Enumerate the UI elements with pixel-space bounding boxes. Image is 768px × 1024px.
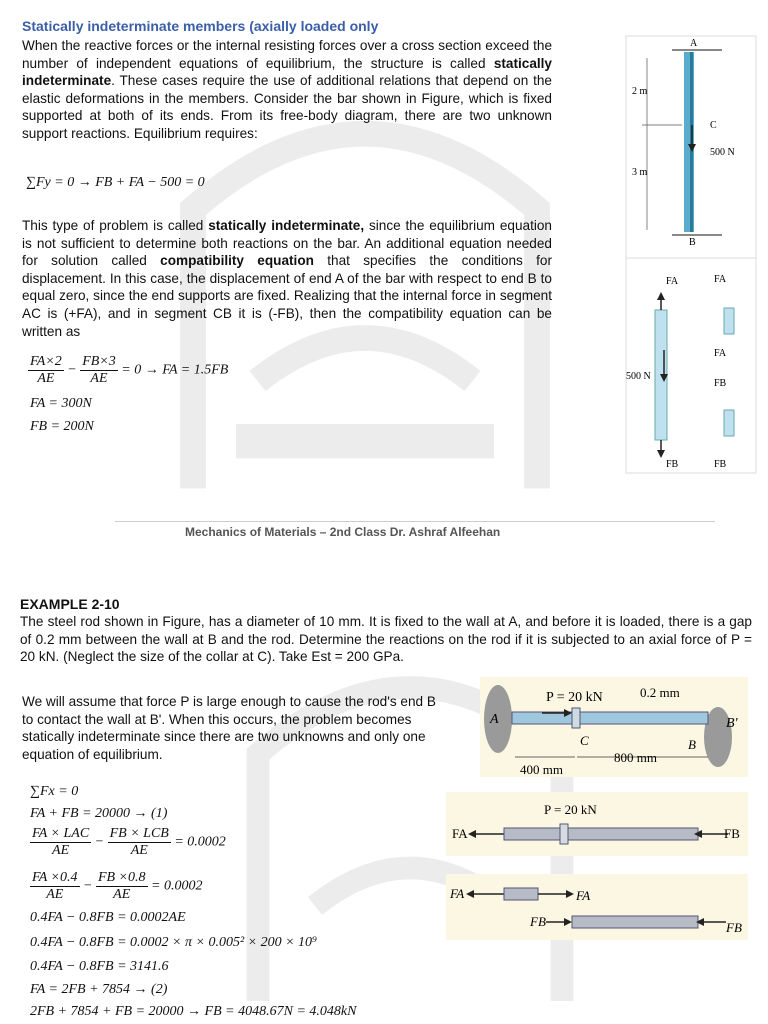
paragraph-definition xyxy=(22,37,552,143)
eq-6: 0.4FA − 0.8FB = 0.0002 × π × 0.005² × 200 × 10⁹ xyxy=(30,935,317,950)
dim-2m: 2 m xyxy=(632,86,648,97)
fig2-p-label: P = 20 kN xyxy=(546,690,603,705)
eq-compat-values: $\frac{FA \times 0.4}{AE}$ − $\frac{FB \times 0.8}{AE}$ = 0.0002 xyxy=(32,870,203,902)
fig2-label-bprime: B' xyxy=(726,716,738,731)
example-assumption: We will assume that force P is large enough to cause the rod's end B to contact the wall at B'. When this occurs, the problem becomes statically indeterminate since there are two unknowns and only one equation of equilibrium. xyxy=(22,694,436,762)
result-fb: FB = 200N xyxy=(30,419,94,434)
figure-rod-gap xyxy=(480,677,748,777)
example-title: EXAMPLE 2-10 xyxy=(20,596,120,612)
seg-ac-fa-left: FA xyxy=(450,886,465,901)
seg-fb-top: FB xyxy=(714,378,727,389)
fig2-dim-400: 400 mm xyxy=(520,762,563,777)
eq-compat-general: $\frac{\text{FA × LAC}}{AE}$ − $\frac{\text{FB × LCB}}{AE}$ = 0.0002 xyxy=(32,826,226,858)
fig2-label-c: C xyxy=(580,733,589,748)
section-title: Statically indeterminate members (axially loaded only xyxy=(22,18,379,34)
para2: Consider the bar shown in Figure, which is fixed supported at both of its ends. From its free-body diagram, there are two unknown support reactions. Equilibrium requires: xyxy=(22,90,552,141)
example-statement: The steel rod shown in Figure, has a diameter of 10 mm. It is fixed to the wall at A, and before it is loaded, there is a gap of 0.2 mm between the wall at B and the rod. Determine the reactions on the rod if it is subjected to an axial force of P = 20 kN. (Neglect the size of the collar at C). Take Est = 200 GPa. xyxy=(20,614,752,665)
figure-fixed-bar xyxy=(622,30,762,480)
eq-9: 2FB + 7854 + FB = 20000 → FB = 4048.67N = 4.048kN xyxy=(30,1004,357,1019)
footer-line xyxy=(115,521,715,522)
fig2-dim-800: 800 mm xyxy=(614,750,657,765)
fbd-p-label: P = 20 kN xyxy=(544,802,597,817)
seg-cb-fb-left: FB xyxy=(530,914,546,929)
seg-cb-fb-right: FB xyxy=(726,920,742,935)
eq-sum-fx: ∑Fx = 0 xyxy=(30,784,79,799)
fig2-label-a: A xyxy=(490,712,499,727)
fbd-fb: FB xyxy=(666,459,679,470)
seg-fa-top: FA xyxy=(714,274,727,285)
result-fa: FA = 300N xyxy=(30,396,92,411)
fbd-fa-label: FA xyxy=(452,826,468,841)
eq-1: FA + FB = 20000 → (1) xyxy=(30,806,168,821)
bold-statically-indeterminate: statically indeterminate, xyxy=(208,218,365,233)
compatibility-equation: $\frac{FA\times 2}{AE}$ − $\frac{FB\times 3}{AE}$ = 0 → FA = 1.5FB xyxy=(30,354,229,386)
bold-compatibility-equation: compatibility equation xyxy=(160,253,314,269)
bold-statically-indeterminate-def: statically indeterminate xyxy=(22,55,552,89)
equilibrium-equation: ∑Fy = 0 → FB + FA − 500 = 0 xyxy=(26,175,205,190)
label-c: C xyxy=(710,120,717,131)
fbd-load: 500 N xyxy=(626,371,651,382)
seg-fa-bottom: FA xyxy=(714,348,727,359)
paragraph-compatibility: This type of problem is called statically indeterminate, since the equilibrium equation is not sufficient to determine both reactions on the bar. An additional equation needed for solution called compatibility equation that specifies the conditions for displacement. In this case, the displacement of end A of the bar with respect to end B to equal zero, since the end supports are fixed. Realizing that the internal force in segment AC is (+FA), and in segment CB it is (-FB), then the compatibility equation can be written as xyxy=(22,218,552,339)
eq-8: FA = 2FB + 7854 → (2) xyxy=(30,982,168,997)
fig2-gap: 0.2 mm xyxy=(640,685,680,700)
load-500n: 500 N xyxy=(710,147,735,158)
fig2-label-b: B xyxy=(688,737,696,752)
seg-fb-bottom: FB xyxy=(714,459,727,470)
label-a: A xyxy=(690,38,698,49)
footer-text: Mechanics of Materials – 2nd Class Dr. Ashraf Alfeehan xyxy=(185,525,501,539)
fbd-fb-label: FB xyxy=(724,826,740,841)
figure-rod-fbd xyxy=(446,792,748,942)
dim-3m: 3 m xyxy=(632,167,648,178)
para1: When the reactive forces or the internal resisting forces over a cross section exceed the number of independent equations of equilibrium, the structure is called statically indeterminate. These cases require the use of additional relations that depend on the elastic deformations in the members. xyxy=(22,38,552,106)
fbd-fa: FA xyxy=(666,276,679,287)
seg-ac-fa-right: FA xyxy=(576,888,591,903)
eq-7: 0.4FA − 0.8FB = 3141.6 xyxy=(30,959,169,974)
eq-5: 0.4FA − 0.8FB = 0.0002AE xyxy=(30,910,186,925)
label-b: B xyxy=(689,237,696,248)
